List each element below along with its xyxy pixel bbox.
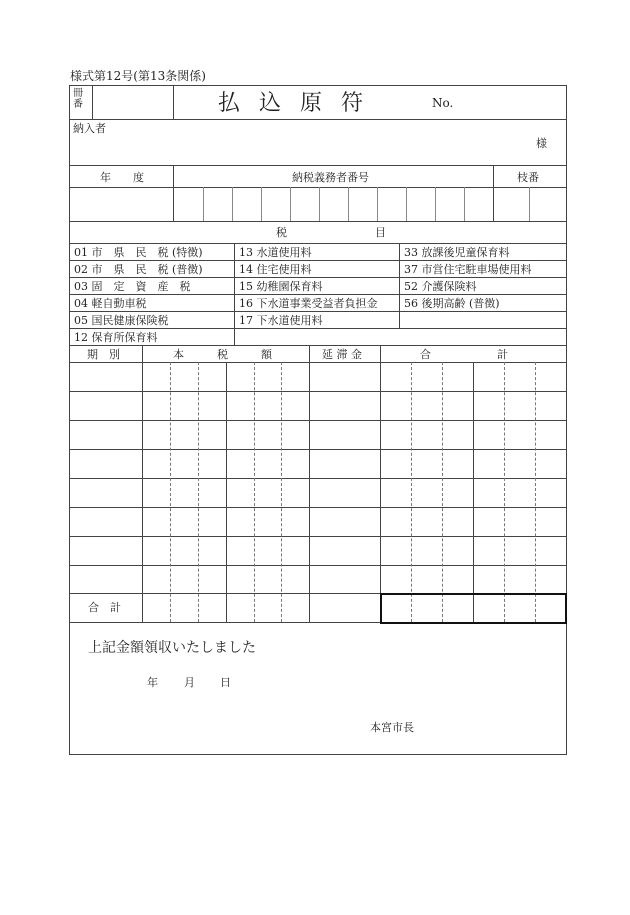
fiscal-year-label: 年 度 — [100, 171, 144, 184]
tax-item: 15 幼稚園保育料 — [239, 280, 323, 293]
payer-label: 納入者 — [73, 122, 106, 135]
date-year-label: 年 — [147, 676, 158, 689]
date-month-label: 月 — [184, 676, 195, 689]
taxpayer-number-label: 納税義務者番号 — [292, 171, 369, 184]
tax-item: 03 固 定 資 産 税 — [74, 280, 191, 293]
principal-header: 本 税 額 — [173, 348, 272, 361]
tax-item: 04 軽自動車税 — [74, 297, 147, 310]
tax-item: 17 下水道使用料 — [239, 314, 323, 327]
tax-item: 16 下水道事業受益者負担金 — [239, 297, 378, 310]
tax-item: 33 放課後児童保育料 — [404, 246, 510, 259]
form-title: 払 込 原 符 — [218, 91, 369, 116]
tax-item: 13 水道使用料 — [239, 246, 312, 259]
honorific: 様 — [536, 137, 547, 150]
late-fee-header: 延 滞 金 — [322, 348, 362, 361]
book-number-label: 冊番 — [73, 88, 83, 110]
tax-item: 05 国民健康保険税 — [74, 314, 169, 327]
tax-item: 56 後期高齢 (普徴) — [404, 297, 500, 310]
tax-item: 52 介護保険料 — [404, 280, 477, 293]
issuer-name: 本宮市長 — [370, 721, 414, 734]
tax-item: 37 市営住宅駐車場使用料 — [404, 263, 532, 276]
period-header: 期 別 — [87, 348, 120, 361]
tax-item-label: 税 目 — [276, 226, 386, 239]
tax-item: 02 市 県 民 税 (普徴) — [74, 263, 203, 276]
grand-total-box — [380, 593, 567, 624]
total-header: 合 計 — [420, 348, 508, 361]
tax-item: 01 市 県 民 税 (特徴) — [74, 246, 203, 259]
no-label: No. — [432, 96, 454, 110]
total-row-label: 合 計 — [88, 601, 121, 614]
tax-item: 14 住宅使用料 — [239, 263, 312, 276]
receipt-statement: 上記金額領収いたしました — [88, 640, 256, 656]
tax-item: 12 保育所保育料 — [74, 331, 158, 344]
form-reference: 様式第12号(第13条関係) — [70, 69, 206, 83]
date-day-label: 日 — [220, 676, 231, 689]
branch-number-label: 枝番 — [517, 171, 539, 184]
